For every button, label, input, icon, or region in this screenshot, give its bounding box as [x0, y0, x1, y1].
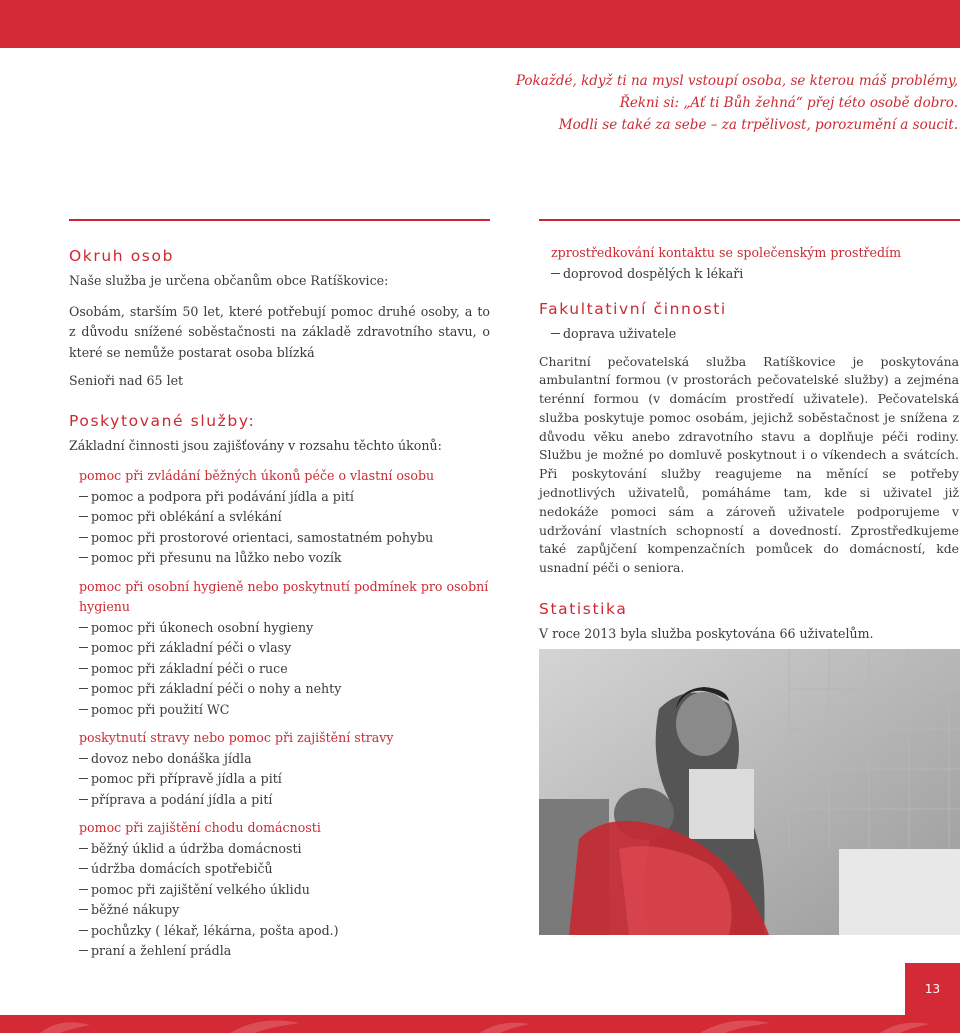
list-item: pomoc při použití WC: [79, 700, 490, 721]
fakultativni-heading: Fakultativní činnosti: [539, 300, 727, 318]
service-group: [79, 466, 490, 569]
okruh-text: Osobám, starším 50 let, které potřebují pomoc druhé osoby, a to z důvodu snížené soběstačnosti na základě zdravotního stavu, o které se nemůže postarat osoba blízká: [69, 303, 490, 360]
list-item: dovoz nebo donáška jídla: [79, 749, 490, 770]
fakultativni-text: Charitní pečovatelská služba Ratíškovice je poskytována ambulantní formou (v prostorách pečovatelské služby) a zejména terénní formou (v domácím prostředí uživatele). Pečovatelská služba poskytuje pomoc osobám, jejichž soběstačnost je snížena z důvodu věku anebo zdravotního stavu a doplňuje péči rodiny. Službu je možné po domluvě poskytnout i o víkendech a svátcích. Při poskytování služby reagujeme na měnící se potřeby jednotlivých uživatelů, pomáháme tam, kde si uživatel již nedokáže pomoci sám a zároveň uživatele podporujeme v udržování vlastních schopností a dovedností. Zprostředkujeme také zapůjčení kompenzačních pomůcek do domácností, kde usnadní péči o seniora.: [539, 353, 959, 576]
list-item: pomoc a podpora při podávání jídla a pití: [79, 487, 490, 508]
list-item: doprovod dospělých k lékaři: [551, 264, 959, 285]
service-group: [79, 728, 490, 810]
list-item: pomoc při zajištění velkého úklidu: [79, 880, 490, 901]
dash-icon: [79, 537, 88, 538]
bottom-accent-bar: [0, 1015, 960, 1033]
service-group: [79, 577, 490, 721]
dash-icon: [79, 848, 88, 849]
dash-icon: [79, 688, 88, 689]
sluzby-intro: Základní činnosti jsou zajišťovány v rozsahu těchto úkonů:: [69, 437, 442, 453]
list-item: pomoc při základní péči o nohy a nehty: [79, 679, 490, 700]
page-number: 13: [905, 963, 960, 1015]
dash-icon: [79, 930, 88, 931]
list-item: údržba domácích spotřebičů: [79, 859, 490, 880]
okruh-heading: Okruh osob: [69, 247, 175, 265]
group-title: pomoc při zajištění chodu domácnosti: [79, 820, 321, 835]
dash-icon: [79, 496, 88, 497]
list-item: příprava a podání jídla a pití: [79, 790, 490, 811]
dash-icon: [79, 889, 88, 890]
motto-quote: [398, 70, 958, 136]
dash-icon: [551, 273, 560, 274]
okruh-intro: Naše služba je určena občanům obce Ratíškovice:: [69, 273, 389, 288]
seniori-text: Senioři nad 65 let: [69, 373, 184, 388]
dash-icon: [79, 516, 88, 517]
list-item: běžné nákupy: [79, 900, 490, 921]
dash-icon: [551, 333, 560, 334]
dash-icon: [79, 709, 88, 710]
right-column: [539, 243, 959, 645]
dash-icon: [79, 909, 88, 910]
statistika-text: V roce 2013 byla služba poskytována 66 uživatelům.: [539, 626, 874, 642]
caregiver-photo: [539, 649, 960, 935]
dash-icon: [79, 647, 88, 648]
left-column: [69, 245, 490, 962]
list-item: pomoc při přesunu na lůžko nebo vozík: [79, 548, 490, 569]
dash-icon: [79, 668, 88, 669]
photo-illustration: [539, 649, 960, 935]
right-divider: [539, 219, 960, 221]
top-accent-bar: [0, 0, 960, 48]
list-item: pomoc při prostorové orientaci, samostatném pohybu: [79, 528, 490, 549]
floral-pattern: [0, 1015, 960, 1033]
dash-icon: [79, 557, 88, 558]
service-group: [79, 818, 490, 962]
motto-line-3: Modli se také za sebe – za trpělivost, porozumění a soucit.: [558, 117, 958, 133]
list-item: pomoc při úkonech osobní hygieny: [79, 618, 490, 639]
dash-icon: [79, 950, 88, 951]
list-item: praní a žehlení prádla: [79, 941, 490, 962]
list-item: pomoc při přípravě jídla a pití: [79, 769, 490, 790]
list-item: pomoc při základní péči o vlasy: [79, 638, 490, 659]
left-divider: [69, 219, 490, 221]
group-title: pomoc při osobní hygieně nebo poskytnutí podmínek pro osobní hygienu: [79, 578, 489, 614]
motto-line-2: Řekni si: „Ať ti Bůh žehná“ přej této osobě dobro.: [619, 95, 958, 111]
list-item: běžný úklid a údržba domácnosti: [79, 839, 490, 860]
motto-line-1: Pokaždé, když ti na mysl vstoupí osoba, se kterou máš problémy,: [515, 73, 958, 89]
group-title: pomoc při zvládání běžných úkonů péče o vlastní osobu: [79, 468, 435, 483]
dash-icon: [79, 868, 88, 869]
list-item: pomoc při základní péči o ruce: [79, 659, 490, 680]
sluzby-heading: Poskytované služby:: [69, 411, 256, 430]
dash-icon: [79, 627, 88, 628]
statistika-heading: Statistika: [539, 600, 628, 619]
list-item: pomoc při oblékání a svlékání: [79, 507, 490, 528]
contact-title: zprostředkování kontaktu se společenským prostředím: [551, 245, 902, 260]
group-title: poskytnutí stravy nebo pomoc při zajištění stravy: [79, 730, 394, 745]
dash-icon: [79, 778, 88, 779]
list-item: doprava uživatele: [551, 324, 959, 345]
dash-icon: [79, 799, 88, 800]
dash-icon: [79, 758, 88, 759]
list-item: pochůzky ( lékař, lékárna, pošta apod.): [79, 921, 490, 942]
